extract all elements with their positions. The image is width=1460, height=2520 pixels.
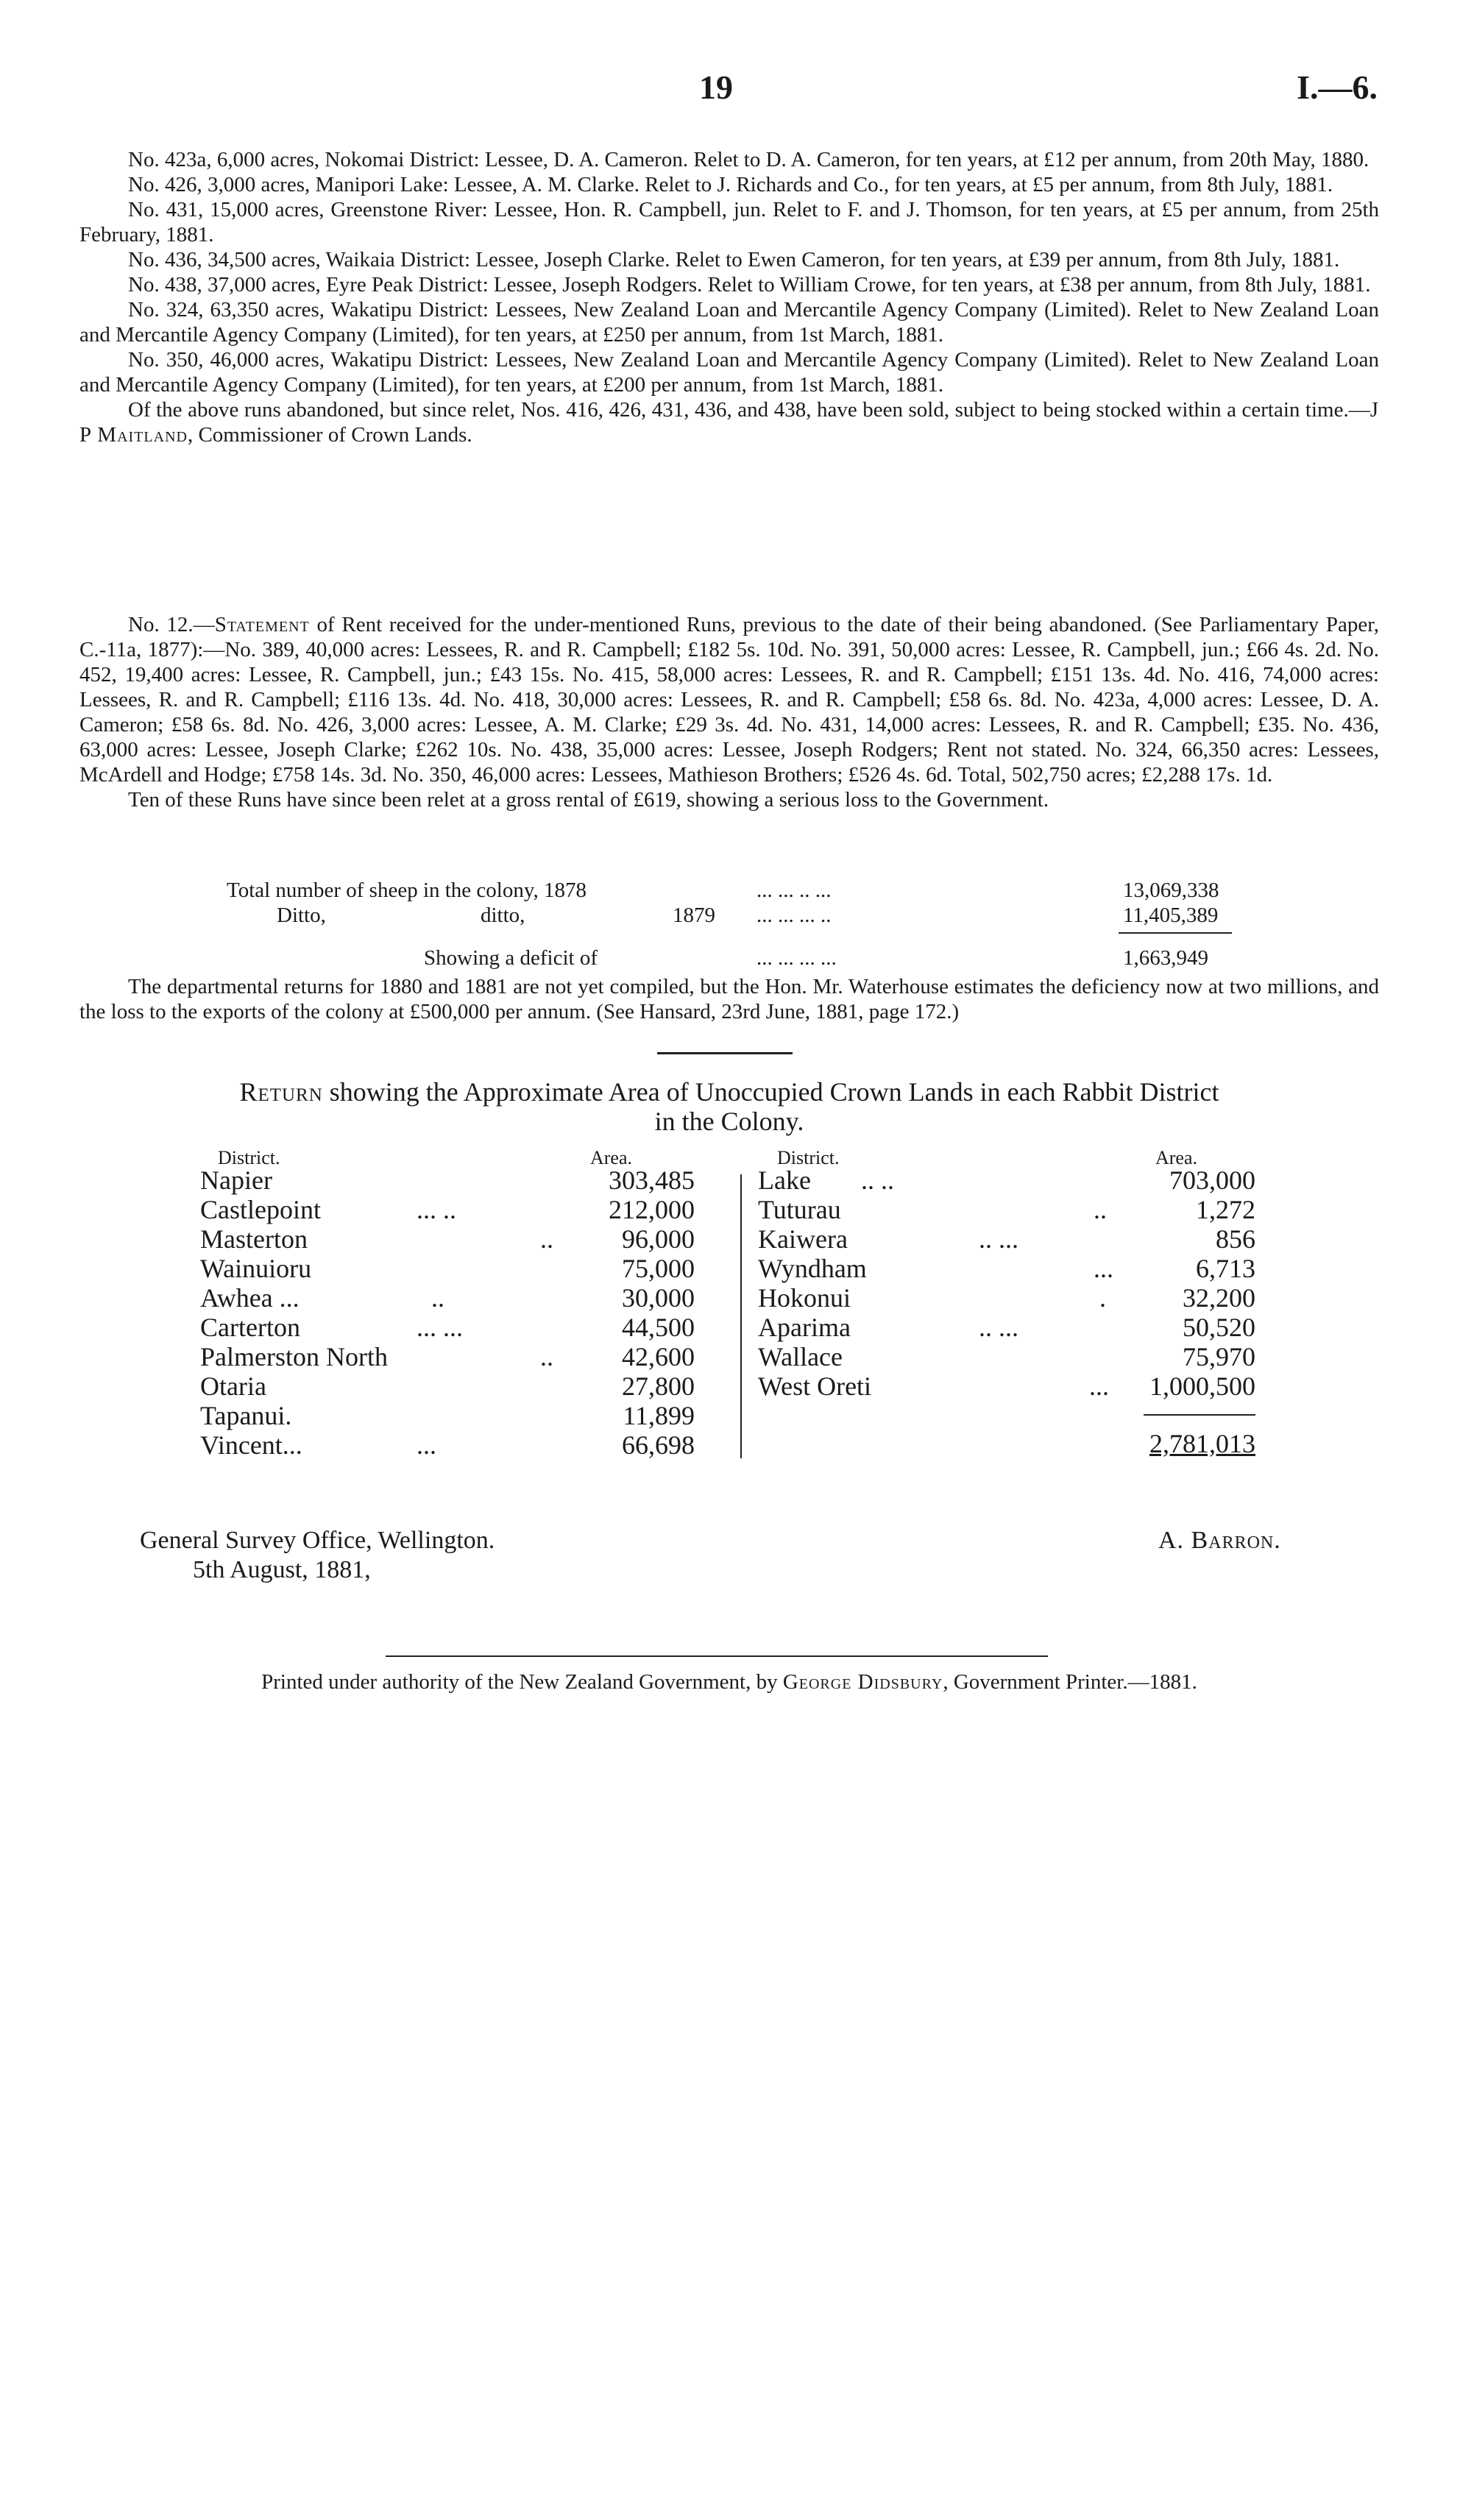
district-area: 703,000 xyxy=(1169,1165,1255,1195)
sheep-1879-leaders: ... ... ... .. xyxy=(756,904,832,927)
leader-dots: .. xyxy=(540,1342,553,1371)
district-area: 75,970 xyxy=(1183,1342,1255,1371)
return-title: Return showing the Approximate Area of Unoccupied Crown Lands in each Rabbit District xyxy=(239,1077,1219,1107)
sheep-1878-value: 13,069,338 xyxy=(1123,879,1219,902)
run-entry: No. 431, 15,000 acres, Greenstone River: Lessee, Hon. R. Campbell, jun. Relet to F. and J. Thomson, for ten years, at £5 per annum, from 25th February, 1881. xyxy=(79,198,1379,246)
leader-dots: ... ... xyxy=(417,1313,463,1342)
sheep-1879-ditto: ditto, xyxy=(481,904,525,927)
leader-dots: .. ... xyxy=(979,1224,1018,1254)
sheep-1879-value: 11,405,389 xyxy=(1123,904,1219,927)
sheep-1879-label: Ditto, xyxy=(277,904,326,927)
district-name: Vincent... xyxy=(200,1430,302,1460)
district-name: Tuturau xyxy=(758,1195,841,1224)
leader-dots: ... xyxy=(417,1430,436,1460)
sheep-1878-label: Total number of sheep in the colony, 1878 xyxy=(227,879,587,902)
statement-paragraph: No. 12.—Statement of Rent received for the under-mentioned Runs, previous to the date of their being abandoned. (See Parliamentary Paper, C.-11a, 1877):—No. 389, 40,000 acres: Lessees, R. and R. Campbell; £182 5s. 10d. No. 391, 50,000 acres: Lessee, R. Campbell, jun.; £66 4s. 2d. No. 452, 19,400 acres: Lessee, R. Campbell, jun.; £43 15s. No. 415, 58,000 acres: Lessees, R. and R. Campbell; £151 13s. 4d. No. 416, 74,000 acres: Lessees, R. and R. Campbell; £116 13s. 4d. No. 418, 30,000 acres: Lessees, R. and R. Campbell; £58 6s. 8d. No. 423a, 4,000 acres: Lessee, D. A. Cameron; £58 6s. 8d. No. 426, 3,000 acres: Lessee, A. M. Clarke; £29 3s. 4d. No. 431, 14,000 acres: Lessees, R. and R. Campbell; £35. No. 436, 63,000 acres: Lessee, Joseph Clarke; £262 10s. No. 438, 35,000 acres: Lessee, Joseph Rodgers; Rent not stated. No. 324, 66,350 acres: Lessees, McArdell and Hodge; £758 14s. 3d. No. 350, 46,000 acres: Lessees, Mathieson Brothers; £526 4s. 6d. Total, 502,750 acres; £2,288 17s. 1d. xyxy=(79,613,1379,787)
grand-total: 2,781,013 xyxy=(1149,1429,1255,1458)
district-name: Hokonui xyxy=(758,1283,851,1313)
district-name: Lake xyxy=(758,1165,811,1195)
column-separator xyxy=(740,1174,742,1458)
printer-imprint: Printed under authority of the New Zealand Government, by George Didsbury, Government Printer.—1881. xyxy=(261,1670,1197,1694)
district-area: 1,272 xyxy=(1196,1195,1255,1224)
run-entry: No. 436, 34,500 acres, Waikaia District: Lessee, Joseph Clarke. Relet to Ewen Cameron, for ten years, at £39 per annum, from 8th July, 1881. xyxy=(128,248,1340,271)
deficit-label: Showing a deficit of xyxy=(424,946,598,970)
district-name: Kaiwera xyxy=(758,1224,848,1254)
leader-dots: ... xyxy=(1089,1371,1109,1401)
total-rule xyxy=(1144,1414,1255,1416)
district-area: 32,200 xyxy=(1183,1283,1255,1313)
district-name: Napier xyxy=(200,1165,272,1195)
district-area: 50,520 xyxy=(1183,1313,1255,1342)
col-header-district: District. xyxy=(777,1147,840,1168)
district-name: West Oreti xyxy=(758,1371,872,1401)
run-entry: No. 438, 37,000 acres, Eyre Peak District: Lessee, Joseph Rodgers. Relet to William Crowe, for ten years, at £38 per annum, from 8th July, 1881. xyxy=(128,273,1371,297)
run-entry: No. 423a, 6,000 acres, Nokomai District: Lessee, D. A. Cameron. Relet to D. A. Cameron, for ten years, at £12 per annum, from 20th May, 1880. xyxy=(128,148,1369,171)
statement-heading: Statement xyxy=(214,613,310,636)
col-header-district: District. xyxy=(218,1147,280,1168)
district-area: 856 xyxy=(1216,1224,1255,1254)
signatory: A. Barron. xyxy=(1158,1527,1281,1554)
leader-dots: ... xyxy=(1094,1254,1113,1283)
col-header-area: Area. xyxy=(1155,1147,1198,1168)
sheep-1878-leaders: ... ... .. ... xyxy=(756,879,832,902)
sheep-1879-year: 1879 xyxy=(673,904,715,927)
district-name: Otaria xyxy=(200,1371,266,1401)
district-name: Wainuioru xyxy=(200,1254,312,1283)
district-area: 75,000 xyxy=(622,1254,695,1283)
run-entry: No. 426, 3,000 acres, Manipori Lake: Lessee, A. M. Clarke. Relet to J. Richards and Co., for ten years, at £5 per annum, from 8th July, 1881. xyxy=(128,173,1333,196)
district-area: 303,485 xyxy=(609,1165,695,1195)
page-number: 19 xyxy=(699,68,733,106)
paper-reference: I.—6. xyxy=(1297,68,1378,106)
footer-rule xyxy=(386,1655,1048,1657)
statement-section xyxy=(79,612,1379,812)
district-name: Awhea ... xyxy=(200,1283,300,1313)
leader-dots: . xyxy=(1099,1283,1106,1313)
sheep-sum-rule xyxy=(1119,932,1232,934)
district-name: Palmerston North xyxy=(200,1342,388,1371)
district-name: Castlepoint xyxy=(200,1195,321,1224)
district-name: Carterton xyxy=(200,1313,300,1342)
district-area: 30,000 xyxy=(622,1283,695,1313)
district-area: 96,000 xyxy=(622,1224,695,1254)
district-area: 11,899 xyxy=(623,1401,695,1430)
section-divider xyxy=(657,1052,793,1054)
district-area: 42,600 xyxy=(622,1342,695,1371)
relet-runs-section xyxy=(79,147,1379,447)
district-area: 44,500 xyxy=(622,1313,695,1342)
district-area: 6,713 xyxy=(1196,1254,1255,1283)
deficit-value: 1,663,949 xyxy=(1123,946,1208,970)
departmental-note: The departmental returns for 1880 and 1881 are not yet compiled, but the Hon. Mr. Waterhouse estimates the deficiency now at two millions, and the loss to the exports of the colony at £500,000 per annum. (See Hansard, 23rd June, 1881, page 172.) xyxy=(79,975,1379,1023)
district-area: 212,000 xyxy=(609,1195,695,1224)
leader-dots: .. xyxy=(540,1224,553,1254)
run-entry: No. 350, 46,000 acres, Wakatipu District: Lessees, New Zealand Loan and Mercantile Agency Company (Limited). Relet to New Zealand Loan and Mercantile Agency Company (Limited), for ten years, at £200 per annum, from 1st March, 1881. xyxy=(79,348,1379,397)
deficit-leaders: ... ... ... ... xyxy=(756,946,837,970)
district-name: Wallace xyxy=(758,1342,843,1371)
leader-dots: ... .. xyxy=(417,1195,456,1224)
leader-dots: .. xyxy=(1094,1195,1107,1224)
departmental-note-section xyxy=(79,974,1379,1024)
leader-dots: .. xyxy=(431,1283,444,1313)
office-line: General Survey Office, Wellington. xyxy=(140,1527,495,1554)
district-name: Masterton xyxy=(200,1224,308,1254)
run-entry: No. 324, 63,350 acres, Wakatipu District: Lessees, New Zealand Loan and Mercantile Agency Company (Limited). Relet to New Zealand Loan and Mercantile Agency Company (Limited), for ten years, at £250 per annum, from 1st March, 1881. xyxy=(79,298,1379,347)
district-name: Aparima xyxy=(758,1313,851,1342)
leader-dots: .. ... xyxy=(979,1313,1018,1342)
commissioner-signature: J P Maitland xyxy=(79,398,1379,447)
date-line: 5th August, 1881, xyxy=(193,1556,371,1583)
return-title-line2: in the Colony. xyxy=(654,1107,804,1136)
abandoned-note: Of the above runs abandoned, but since relet, Nos. 416, 426, 431, 436, and 438, have been sold, subject to being stocked within a certain time.—J P Maitland, Commissioner of Crown Lands. xyxy=(79,398,1379,447)
relet-note: Ten of these Runs have since been relet at a gross rental of £619, showing a serious loss to the Government. xyxy=(128,788,1049,812)
leader-dots: .. .. xyxy=(861,1165,894,1195)
district-area: 1,000,500 xyxy=(1149,1371,1255,1401)
col-header-area: Area. xyxy=(590,1147,633,1168)
district-name: Wyndham xyxy=(758,1254,867,1283)
district-name: Tapanui. xyxy=(200,1401,292,1430)
district-area: 66,698 xyxy=(622,1430,695,1460)
district-area: 27,800 xyxy=(622,1371,695,1401)
